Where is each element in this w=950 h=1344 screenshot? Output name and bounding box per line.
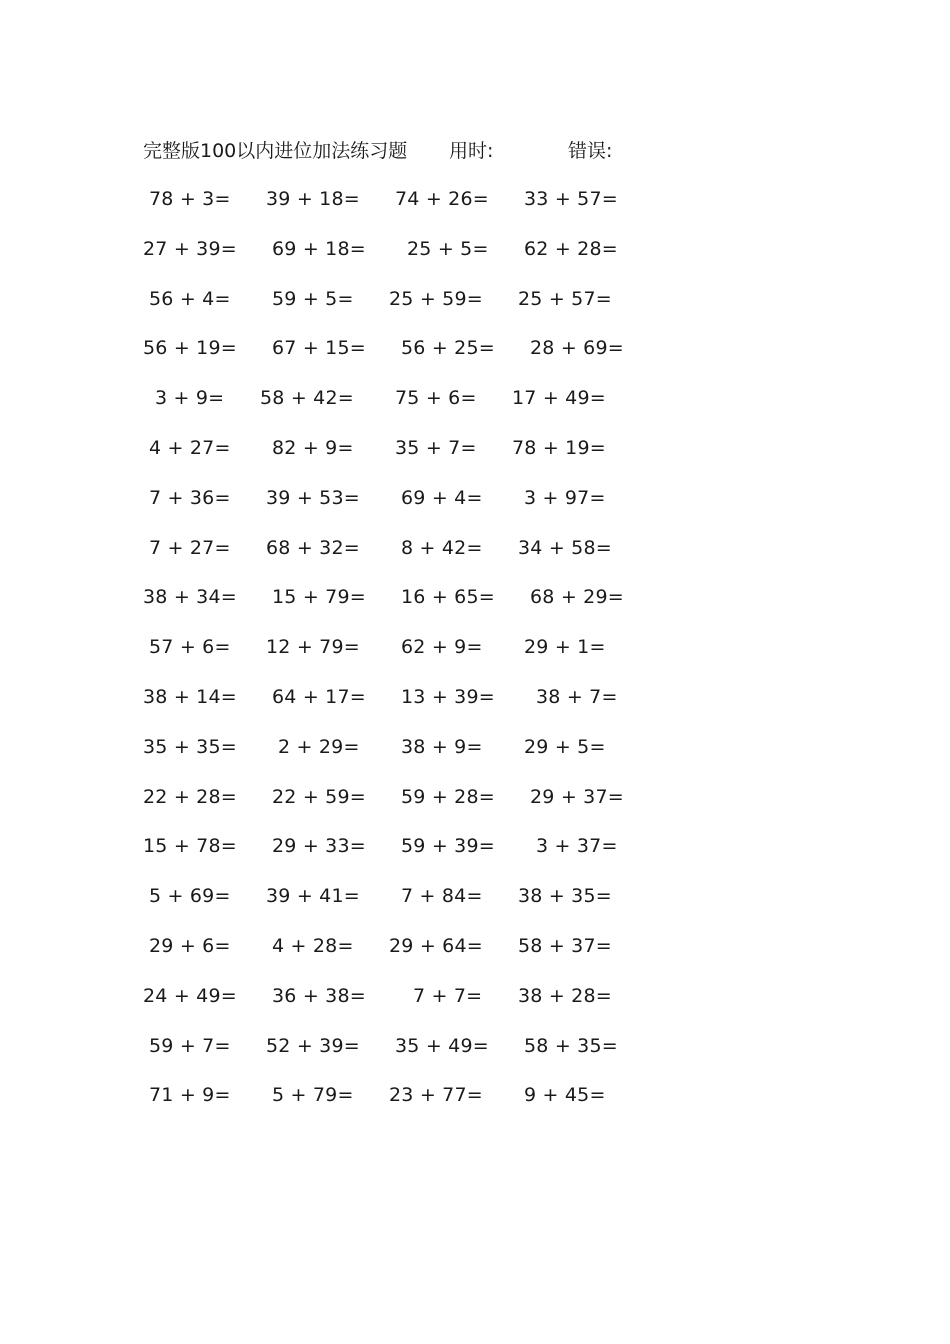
problem-item: 78 + 3= [149,188,231,210]
problem-item: 38 + 34= [143,586,237,609]
problem-item: 22 + 59= [272,785,366,808]
problem-item: 3 + 37= [536,835,618,858]
problem-item: 57 + 6= [149,636,231,659]
problem-item: 59 + 7= [149,1034,231,1057]
problem-item: 39 + 18= [266,188,360,210]
problem-item: 28 + 69= [530,337,624,360]
problem-item: 56 + 25= [401,337,495,360]
problem-item: 7 + 27= [149,536,231,559]
problem-item: 59 + 5= [272,287,354,310]
problem-item: 38 + 35= [518,885,612,908]
problem-row [0,284,950,314]
problem-item: 9 + 45= [524,1084,606,1107]
problem-item: 7 + 7= [413,984,483,1007]
problem-item: 17 + 49= [512,387,606,410]
problem-item: 64 + 17= [272,686,366,708]
problem-item: 78 + 19= [512,437,606,459]
problem-item: 62 + 28= [524,237,618,260]
problem-item: 13 + 39= [401,686,495,708]
worksheet-title: 完整版100以内进位加法练习题 [143,140,408,162]
problem-item: 5 + 79= [272,1084,354,1107]
problem-item: 23 + 77= [389,1084,483,1107]
problem-row [0,533,950,563]
problem-row [0,1031,950,1061]
problem-item: 22 + 28= [143,785,237,808]
problem-row [0,234,950,264]
problem-item: 3 + 9= [155,387,225,410]
problem-item: 56 + 4= [149,287,231,310]
problem-item: 68 + 29= [530,586,624,609]
problem-item: 7 + 84= [401,885,483,908]
problem-row [0,931,950,961]
problem-item: 29 + 1= [524,636,606,659]
problem-item: 58 + 37= [518,935,612,957]
problem-row [0,582,950,612]
problem-item: 25 + 59= [389,287,483,310]
problem-item: 25 + 5= [407,237,489,260]
problem-item: 74 + 26= [395,188,489,210]
problem-row [0,881,950,911]
problem-item: 4 + 28= [272,935,354,957]
problem-row [0,632,950,662]
problem-item: 38 + 14= [143,686,237,708]
problem-item: 29 + 5= [524,735,606,758]
problem-row [0,682,950,712]
problem-item: 2 + 29= [278,735,360,758]
problem-item: 71 + 9= [149,1084,231,1107]
problem-item: 35 + 35= [143,735,237,758]
problem-item: 29 + 64= [389,935,483,957]
problem-item: 38 + 7= [536,686,618,708]
problem-row [0,483,950,513]
problem-row [0,782,950,812]
problem-item: 34 + 58= [518,536,612,559]
worksheet-header [0,136,950,166]
problem-item: 35 + 49= [395,1034,489,1057]
problem-item: 27 + 39= [143,237,237,260]
problem-item: 24 + 49= [143,984,237,1007]
problem-row [0,184,950,214]
problem-item: 56 + 19= [143,337,237,360]
problem-item: 36 + 38= [272,984,366,1007]
problem-item: 5 + 69= [149,885,231,908]
problem-item: 68 + 32= [266,536,360,559]
time-label: 用时: [449,140,494,162]
problem-item: 58 + 42= [260,387,354,410]
problem-item: 25 + 57= [518,287,612,310]
problem-item: 39 + 53= [266,486,360,509]
problem-item: 15 + 79= [272,586,366,609]
problem-item: 16 + 65= [401,586,495,609]
problem-item: 59 + 28= [401,785,495,808]
problem-row [0,433,950,463]
problem-item: 29 + 37= [530,785,624,808]
problem-item: 12 + 79= [266,636,360,659]
problem-row [0,831,950,861]
problem-item: 35 + 7= [395,437,477,459]
problem-item: 39 + 41= [266,885,360,908]
problem-row [0,1080,950,1110]
problem-item: 75 + 6= [395,387,477,410]
problem-item: 62 + 9= [401,636,483,659]
problem-item: 67 + 15= [272,337,366,360]
problem-item: 38 + 9= [401,735,483,758]
problem-row [0,383,950,413]
problem-item: 69 + 4= [401,486,483,509]
problem-item: 7 + 36= [149,486,231,509]
problem-item: 69 + 18= [272,237,366,260]
error-label: 错误: [568,140,613,162]
problem-item: 82 + 9= [272,437,354,459]
problem-row [0,732,950,762]
problem-item: 29 + 33= [272,835,366,858]
problem-item: 59 + 39= [401,835,495,858]
problem-row [0,333,950,363]
problem-item: 52 + 39= [266,1034,360,1057]
problem-item: 15 + 78= [143,835,237,858]
problem-item: 58 + 35= [524,1034,618,1057]
problem-item: 33 + 57= [524,188,618,210]
problem-row [0,981,950,1011]
problem-item: 3 + 97= [524,486,606,509]
problem-item: 4 + 27= [149,437,231,459]
problem-item: 38 + 28= [518,984,612,1007]
problem-item: 8 + 42= [401,536,483,559]
problem-item: 29 + 6= [149,935,231,957]
